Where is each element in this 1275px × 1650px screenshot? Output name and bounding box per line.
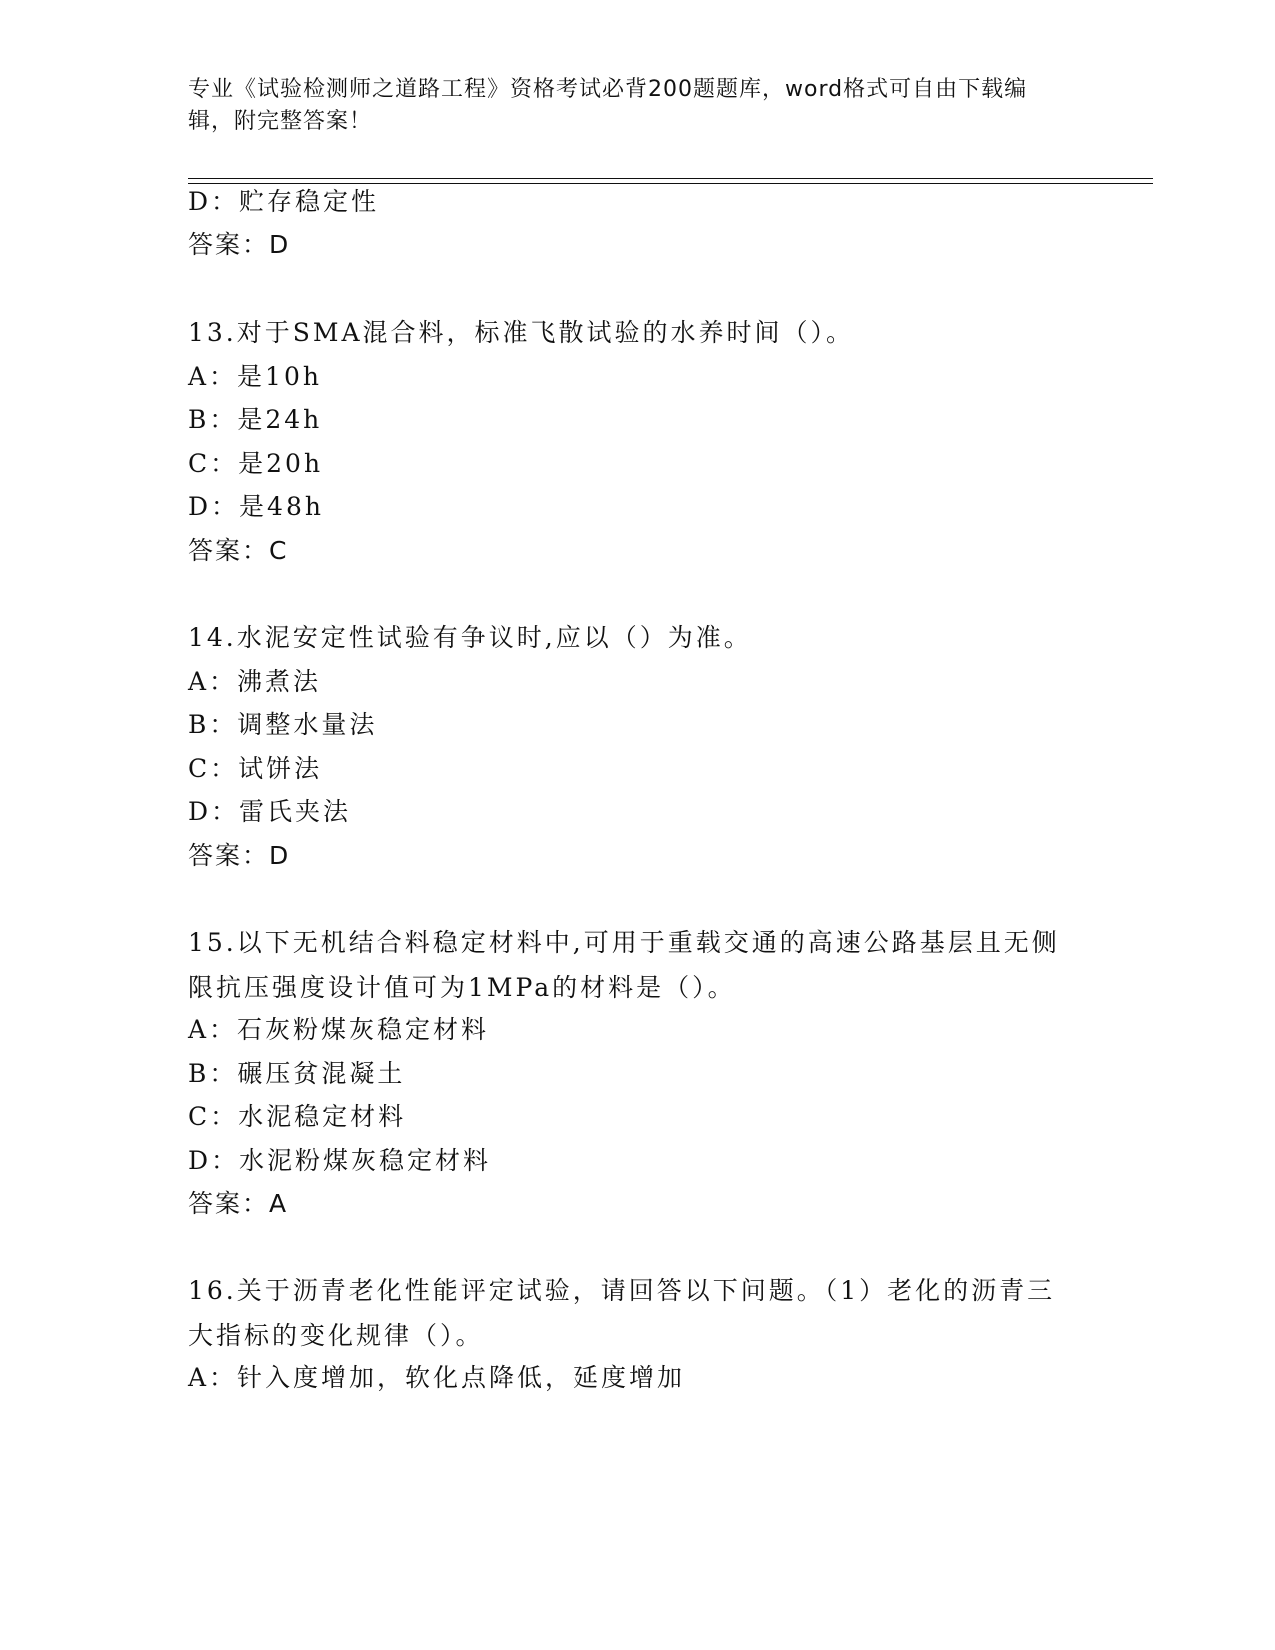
q13-option-c: C：是20h [188,449,324,478]
q14-answer: 答案：D [188,841,291,870]
q13-answer: 答案：C [188,536,289,565]
q16-stem: 16.关于沥青老化性能评定试验，请回答以下问题。（1）老化的沥青三大指标的变化规律（）。 [188,1276,1056,1350]
q12-option-d: D：贮存稳定性 [188,187,380,216]
q15-option-d: D：水泥粉煤灰稳定材料 [188,1146,492,1175]
q14-option-d: D：雷氏夹法 [188,797,352,826]
q13-option-a: A：是10h [188,362,322,391]
q15-option-a: A：石灰粉煤灰稳定材料 [188,1015,490,1044]
document-header: 专业《试验检测师之道路工程》资格考试必背200题题库，word格式可自由下载编辑，附完整答案！ [188,77,1028,134]
q15-stem: 15.以下无机结合料稳定材料中,可用于重载交通的高速公路基层且无侧限抗压强度设计值可为1MPa的材料是（）。 [188,928,1060,1002]
q16-option-a: A：针入度增加，软化点降低，延度增加 [188,1363,686,1392]
q15-answer: 答案：A [188,1189,289,1218]
q14-option-b: B：调整水量法 [188,710,378,739]
header-divider-bottom [188,183,1153,184]
header-divider-top [188,178,1153,179]
q14-option-c: C：试饼法 [188,754,323,783]
q15-option-c: C：水泥稳定材料 [188,1102,407,1131]
q15-option-b: B：碾压贫混凝土 [188,1059,406,1088]
q12-answer: 答案：D [188,230,291,259]
q14-option-a: A：沸煮法 [188,667,322,696]
q13-option-d: D：是48h [188,492,324,521]
q13-stem: 13.对于SMA混合料，标准飞散试验的水养时间（）。 [188,318,855,347]
q14-stem: 14.水泥安定性试验有争议时,应以（）为准。 [188,623,752,652]
q13-option-b: B：是24h [188,405,323,434]
